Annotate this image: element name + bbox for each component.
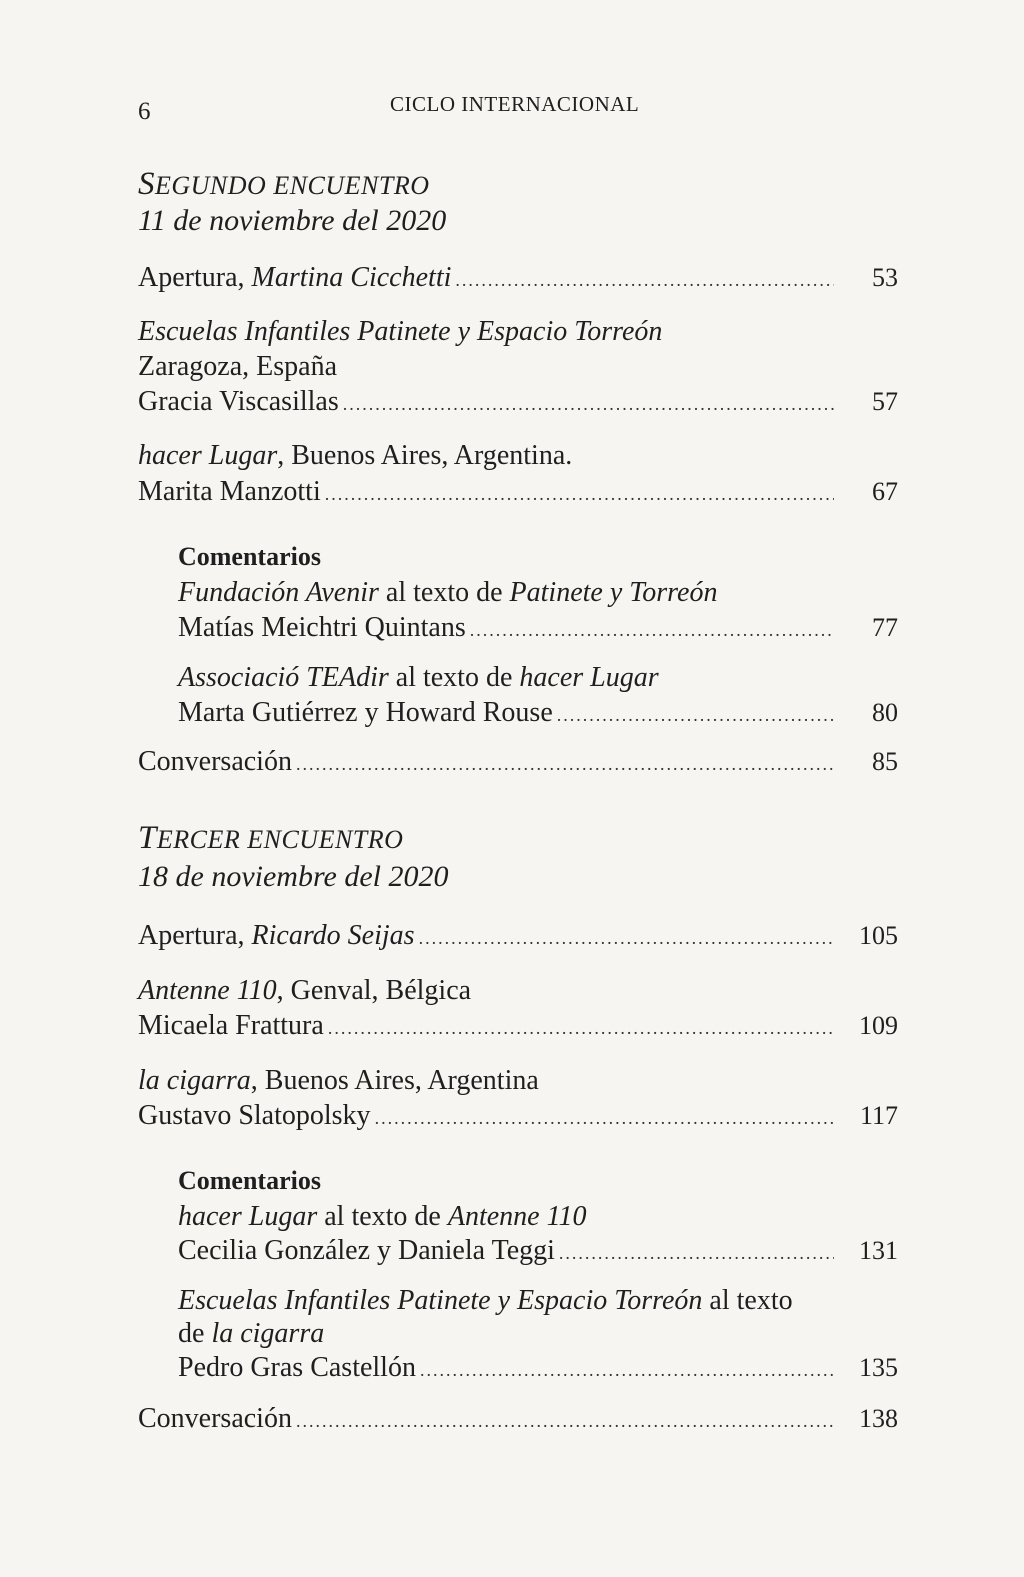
toc-entry-conversacion-segundo[interactable]: Conversación ..... 85 [138,746,898,782]
page-ref: 85 [872,747,898,776]
comment-title-line: Fundación Avenir al texto de Patinete y Torreón [178,577,718,608]
page-ref: 57 [872,387,898,416]
page-ref: 131 [859,1236,898,1265]
section-title-segundo: SEGUNDO ENCUENTRO [138,166,430,202]
comment-title-line: Associació TEAdir al texto de hacer Lugar [178,662,659,693]
toc-entry-meichtri[interactable]: Matías Meichtri Quintans ..... 77 [178,612,898,648]
page-ref: 117 [859,1101,898,1130]
page-ref: 135 [859,1353,898,1382]
page-ref: 77 [872,613,898,642]
toc-entry-gras[interactable]: Pedro Gras Castellón ..... 135 [178,1352,898,1388]
page-ref: 67 [872,477,898,506]
page-ref: 53 [872,263,898,292]
entry-title-line: hacer Lugar, Buenos Aires, Argentina. [138,440,573,471]
page-ref: 80 [872,698,898,727]
toc-entry-viscasillas[interactable]: Gracia Viscasillas ..... 57 [138,386,898,422]
entry-title-line: Antenne 110, Genval, Bélgica [138,975,472,1006]
comment-title-line-2: de la cigarra [178,1318,325,1349]
comment-title-line: hacer Lugar al texto de Antenne 110 [178,1201,587,1232]
toc-entry-manzotti[interactable]: Marita Manzotti ..... 67 [138,476,898,512]
entry-location-line: Zaragoza, España [138,351,337,382]
page-ref: 105 [859,921,898,950]
section-date-tercer: 18 de noviembre del 2020 [138,860,449,893]
entry-title-line: la cigarra, Buenos Aires, Argentina [138,1065,539,1096]
page-ref: 109 [859,1011,898,1040]
toc-entry-slatopolsky[interactable]: Gustavo Slatopolsky ..... 117 [138,1100,898,1136]
running-header [138,90,898,130]
toc-entry-conversacion-tercer[interactable]: Conversación ..... 138 [138,1403,898,1439]
running-title: CICLO INTERNACIONAL [390,92,640,116]
page-ref: 138 [859,1404,898,1433]
section-date-segundo: 11 de noviembre del 2020 [138,204,447,237]
comment-title-line: Escuelas Infantiles Patinete y Espacio Torreón al texto [178,1285,793,1316]
toc-entry-gonzalez[interactable]: Cecilia González y Daniela Teggi ..... 131 [178,1235,898,1271]
entry-title-line: Escuelas Infantiles Patinete y Espacio Torreón [138,316,663,347]
comentarios-heading: Comentarios [178,1166,321,1195]
toc-entry-apertura-segundo[interactable]: Apertura, Martina Cicchetti ..... 53 [138,262,898,298]
toc-entry-frattura[interactable]: Micaela Frattura ..... 109 [138,1010,898,1046]
toc-entry-apertura-tercer[interactable]: Apertura, Ricardo Seijas ..... 105 [138,920,898,956]
section-title-tercer: TERCER ENCUENTRO [138,820,404,856]
comentarios-heading: Comentarios [178,542,321,571]
toc-entry-gutierrez[interactable]: Marta Gutiérrez y Howard Rouse ..... 80 [178,697,898,733]
page-number: 6 [138,98,151,125]
